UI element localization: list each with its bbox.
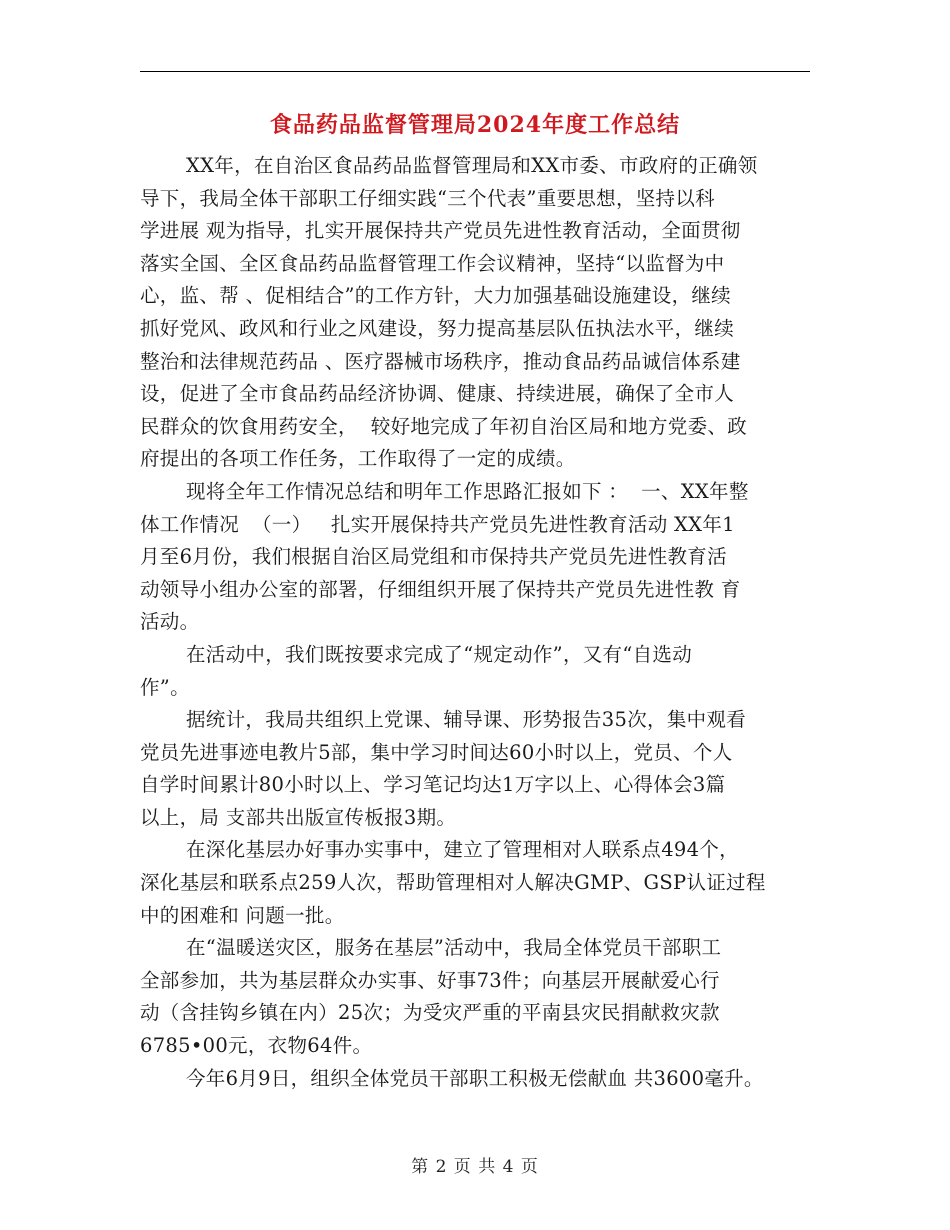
text-line: 6785•00元，衣物64件。 bbox=[140, 1034, 373, 1058]
text-line: 落实全国、全区食品药品监督管理工作会议精神，坚持“以监督为中 bbox=[140, 251, 725, 275]
text-line: 抓好党风、政风和行业之风建设，努力提高基层队伍执法水平，继续 bbox=[140, 316, 735, 340]
text-line: 深化基层和联系点259人次，帮助管理相对人解决GMP、GSP认证过程 bbox=[140, 871, 766, 895]
text-line: 据统计，我局共组织上党课、辅导课、形势报告35次，集中观看 bbox=[186, 708, 747, 732]
document-body bbox=[140, 150, 840, 1095]
text-line: 活动。 bbox=[140, 610, 200, 634]
text-line: 现将全年工作情况总结和明年工作思路汇报如下 ： 一、XX年整 bbox=[186, 479, 749, 503]
text-line: 学进展 观为指导，扎实开展保持共产党员先进性教育活动，全面贯彻 bbox=[140, 219, 741, 243]
page-footer: 第 2 页 共 4 页 bbox=[411, 1157, 539, 1177]
text-line: 动（含挂钩乡镇在内）25次；为受灾严重的平南县灾民捐献救灾款 bbox=[140, 1001, 720, 1025]
text-line: 心，监、帮 、促相结合”的工作方针，大力加强基础设施建设，继续 bbox=[140, 284, 731, 308]
text-line: 今年6月9日，组织全体党员干部职工积极无偿献血 共3600毫升。 bbox=[186, 1066, 764, 1090]
text-line: 在深化基层办好事办实事中，建立了管理相对人联系点494个， bbox=[186, 838, 739, 862]
text-line: 导下，我局全体干部职工仔细实践“三个代表”重要思想，坚持以科 bbox=[140, 186, 715, 210]
header-rule bbox=[140, 71, 810, 72]
text-line: 中的困难和 问题一批。 bbox=[140, 903, 345, 927]
text-line: 党员先进事迹电教片5部，集中学习时间达60小时以上，党员、个人 bbox=[140, 740, 733, 764]
text-line: 作”。 bbox=[140, 675, 190, 699]
text-line: 在“温暖送灾区，服务在基层”活动中，我局全体党员干部职工 bbox=[186, 936, 722, 960]
text-line: XX年，在自治区食品药品监督管理局和XX市委、市政府的正确领 bbox=[186, 154, 758, 177]
text-line: 动领导小组办公室的部署，仔细组织开展了保持共产党员先进性教 育 bbox=[140, 577, 741, 601]
text-line: 民群众的饮食用药安全， 较好地完成了年初自治区局和地方党委、政 bbox=[140, 414, 747, 438]
text-line: 自学时间累计80小时以上、学习笔记均达1万字以上、心得体会3篇 bbox=[140, 773, 726, 797]
text-line: 月至6月份，我们根据自治区局党组和市保持共产党员先进性教育活 bbox=[140, 545, 727, 569]
text-line: 以上，局 支部共出版宣传板报3期。 bbox=[140, 805, 457, 829]
text-line: 设，促进了全市食品药品经济协调、健康、持续进展，确保了全市人 bbox=[140, 382, 735, 406]
page-title: 食品药品监督管理局2024年度工作总结 bbox=[269, 112, 681, 138]
text-line: 整治和法律规范药品 、医疗器械市场秩序，推动食品药品诚信体系建 bbox=[140, 349, 741, 373]
text-line: 体工作情况 （一） 扎实开展保持共产党员先进性教育活动 XX年1 bbox=[140, 512, 735, 536]
text-line: 在活动中，我们既按要求完成了“规定动作”，又有“自选动 bbox=[186, 642, 693, 666]
text-line: 府提出的各项工作任务，工作取得了一定的成绩。 bbox=[140, 447, 576, 471]
text-line: 全部参加，共为基层群众办实事、好事73件；向基层开展献爱心行 bbox=[140, 968, 720, 992]
